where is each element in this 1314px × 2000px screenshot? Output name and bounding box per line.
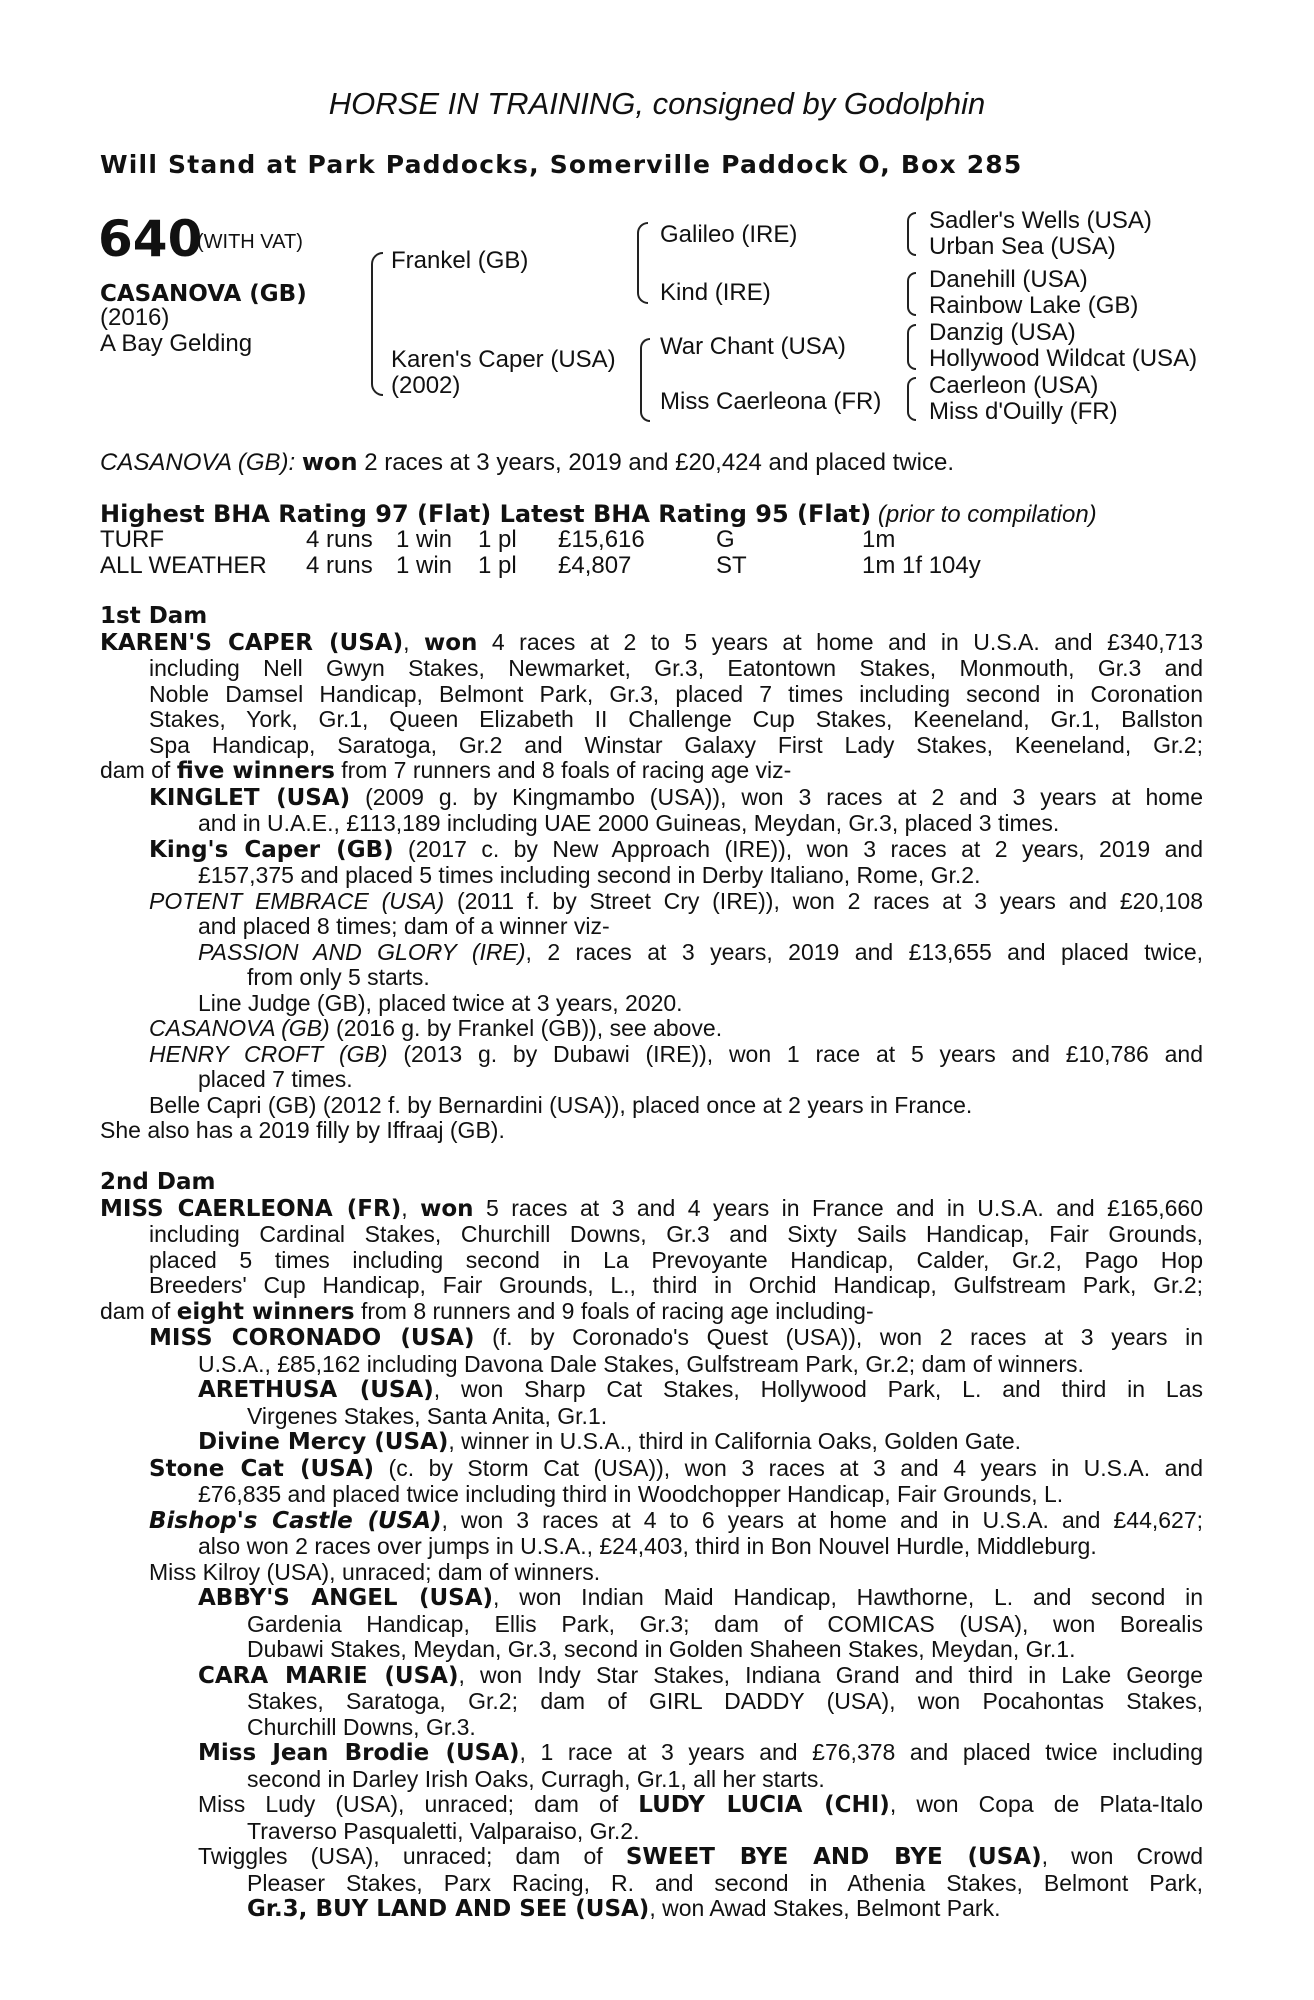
progeny-text: (2011 f. by Street Cry (IRE)), won 2 races at 3 years and £20,108 <box>444 887 1203 914</box>
progeny-name: CARA MARIE (USA) <box>198 1662 459 1689</box>
progeny-text: Pleaser Stakes, Parx Racing, R. and second in Athenia Stakes, Belmont Park, <box>247 1869 1203 1896</box>
progeny-name: BUY LAND AND SEE (USA) <box>315 1896 650 1922</box>
progeny-entry <box>100 1740 1203 1767</box>
rating-placed: 1 pl <box>478 526 517 553</box>
progeny-entry <box>100 837 1203 864</box>
first-dam-section <box>100 604 1203 1144</box>
progeny-name: King's Caper (GB) <box>149 836 394 863</box>
rating-surface: ALL WEATHER <box>100 552 267 579</box>
rating-prize: £4,807 <box>558 552 632 579</box>
progeny-entry: Miss Kilroy (USA), unraced; dam of winners. <box>149 1558 601 1585</box>
progeny-entry <box>100 1663 1203 1690</box>
pedigree-g5: Danzig (USA) <box>929 319 1076 346</box>
pedigree-dam-year: (2002) <box>391 372 461 399</box>
rating-runs: 4 runs <box>306 552 373 579</box>
progeny-text: U.S.A., £85,162 including Davona Dale Stakes, Gulfstream Park, Gr.2; dam of winners. <box>198 1350 1084 1377</box>
pedigree-g6: Hollywood Wildcat (USA) <box>929 345 1198 372</box>
produce-text: from 7 runners and 8 foals of racing age viz- <box>334 757 792 783</box>
progeny-text: , won Copa de Plata-Italo <box>889 1791 1203 1817</box>
progeny-text: , won Awad Stakes, Belmont Park. <box>649 1895 1001 1921</box>
pedigree-brace <box>640 338 650 422</box>
progeny-name: PASSION AND GLORY (IRE) <box>198 938 526 965</box>
first-dam-heading: 1st Dam <box>100 603 208 629</box>
progeny-text: , won Sharp Cat Stakes, Hollywood Park, L. and third in Las <box>433 1376 1203 1402</box>
pedigree-g3: Danehill (USA) <box>929 266 1088 293</box>
progeny-text: Traverso Pasqualetti, Valparaiso, Gr.2. <box>247 1817 640 1844</box>
progeny-text: (f. by Coronado's Quest (USA)), won 2 races at 3 years in <box>474 1324 1203 1350</box>
progeny-name: CASANOVA (GB) <box>149 1015 330 1041</box>
rating-prize: £15,616 <box>558 526 645 553</box>
pedigree-g2: Urban Sea (USA) <box>929 233 1116 260</box>
progeny-text: (2013 g. by Dubawi (IRE)), won 1 race at 5 years and £10,786 and <box>387 1040 1203 1067</box>
catalogue-header: HORSE IN TRAINING, consigned by Godolphin <box>328 86 986 121</box>
produce-note: She also has a 2019 filly by Iffraaj (GB). <box>100 1117 505 1143</box>
progeny-text: also won 2 races over jumps in U.S.A., £24,403, third in Bon Nouvel Hurdle, Middleburg. <box>198 1533 1097 1559</box>
progeny-entry <box>100 1844 1203 1871</box>
rating-going: G <box>716 526 735 553</box>
progeny-text: Virgenes Stakes, Santa Anita, Gr.1. <box>247 1402 608 1429</box>
progeny-name: KINGLET (USA) <box>149 784 351 811</box>
progeny-text: £76,835 and placed twice including third in Woodchopper Handicap, Fair Grounds, L. <box>198 1481 1064 1507</box>
progeny-text: £157,375 and placed 5 times including second in Derby Italiano, Rome, Gr.2. <box>198 862 981 888</box>
first-dam-name: KAREN'S CAPER (USA) <box>100 629 404 656</box>
progeny-name: MISS CORONADO (USA) <box>149 1325 475 1351</box>
progeny-name: Stone Cat (USA) <box>149 1455 375 1482</box>
rating-heading: Highest BHA Rating 97 (Flat) Latest BHA Rating 95 (Flat) <box>100 500 872 528</box>
produce-text: dam of <box>100 757 177 783</box>
progeny-text: Miss Ludy (USA), unraced; dam of <box>198 1791 639 1817</box>
progeny-text: Gardenia Handicap, Ellis Park, Gr.3; dam of COMICAS (USA), won Borealis <box>247 1610 1203 1637</box>
first-dam-line: Stakes, York, Gr.1, Queen Elizabeth II Challenge Cup Stakes, Keeneland, Gr.1, Ballston <box>149 706 1203 732</box>
first-dam-line: Noble Damsel Handicap, Belmont Park, Gr.3, placed 7 times including second in Coronation <box>149 680 1203 707</box>
rating-distance: 1m 1f 104y <box>862 552 981 579</box>
progeny-name: LUDY LUCIA (CHI) <box>638 1792 890 1818</box>
pedigree-dam: Karen's Caper (USA) <box>391 346 616 373</box>
pedigree-brace <box>907 377 916 421</box>
rating-wins: 1 win <box>396 552 453 579</box>
progeny-name: Bishop's Castle (USA) <box>149 1507 442 1534</box>
progeny-entry <box>100 1042 1203 1068</box>
pedigree-g7: Caerleon (USA) <box>929 372 1099 399</box>
rating-runs: 4 runs <box>306 526 373 553</box>
race-summary <box>100 448 954 477</box>
first-dam-line: KAREN'S CAPER (USA), won 4 races at 2 to 5 years at home and in U.S.A. and £340,713 <box>100 628 1203 656</box>
progeny-text: (2009 g. by Kingmambo (USA)), won 3 races at 2 and 3 years at home <box>350 783 1203 810</box>
produce-winners: eight winners <box>176 1298 355 1325</box>
pedigree-sire: Frankel (GB) <box>391 247 529 274</box>
progeny-name: ABBY'S ANGEL (USA) <box>198 1585 494 1611</box>
second-dam-heading: 2nd Dam <box>100 1169 216 1195</box>
second-dam-line: MISS CAERLEONA (FR), won 5 races at 3 and 4 years in France and in U.S.A. and £165,660 <box>100 1194 1204 1222</box>
progeny-entry: Belle Capri (GB) (2012 f. by Bernardini (USA)), placed once at 2 years in France. <box>149 1091 973 1118</box>
rating-surface: TURF <box>100 526 164 553</box>
lot-number: 640 <box>98 210 203 268</box>
pedigree-brace <box>907 324 916 370</box>
progeny-entry <box>100 1325 1203 1352</box>
pedigree-brace <box>637 222 648 304</box>
rating-note: (prior to compilation) <box>877 501 1097 528</box>
progeny-text: second in Darley Irish Oaks, Curragh, Gr.1, all her starts. <box>247 1765 825 1792</box>
progeny-entry <box>100 889 1203 915</box>
progeny-text: from only 5 starts. <box>247 964 430 990</box>
progeny-grade: Gr.3, <box>247 1896 316 1922</box>
rating-wins: 1 win <box>396 526 453 553</box>
first-dam-won: won <box>423 629 478 656</box>
progeny-text: placed 7 times. <box>198 1066 353 1092</box>
produce-text: from 8 runners and 9 foals of racing age including- <box>354 1297 874 1324</box>
summary-won: won <box>301 448 358 476</box>
progeny-text: , won Indy Star Stakes, Indiana Grand and third in Lake George <box>458 1661 1203 1688</box>
rating-placed: 1 pl <box>478 552 517 579</box>
produce-winners: five winners <box>176 758 335 784</box>
pedigree-brace <box>907 272 916 316</box>
rating-heading-line <box>100 500 1097 529</box>
progeny-text: , won Indian Maid Handicap, Hawthorne, L. and second in <box>493 1584 1203 1610</box>
progeny-name: POTENT EMBRACE (USA) <box>149 887 445 914</box>
summary-horse-name: CASANOVA (GB): <box>100 449 296 476</box>
progeny-entry <box>100 1429 1203 1456</box>
rating-distance: 1m <box>862 526 896 553</box>
horse-description: A Bay Gelding <box>100 330 253 357</box>
first-dam-produce-line <box>100 758 1203 785</box>
progeny-name: SWEET BYE AND BYE (USA) <box>625 1844 1042 1870</box>
first-dam-text: 4 races at 2 to 5 years at home and in U.S.A. and £340,713 <box>477 628 1203 655</box>
progeny-text: (2016 g. by Frankel (GB)), see above. <box>329 1015 723 1041</box>
progeny-entry <box>100 1585 1203 1612</box>
second-dam-won: won <box>420 1195 474 1222</box>
pedigree-g1: Sadler's Wells (USA) <box>929 207 1152 234</box>
progeny-name: HENRY CROFT (GB) <box>149 1040 388 1067</box>
progeny-name: ARETHUSA (USA) <box>198 1377 434 1403</box>
stand-location: Will Stand at Park Paddocks, Somerville Paddock O, Box 285 <box>100 150 1023 179</box>
progeny-text: Churchill Downs, Gr.3. <box>247 1713 476 1740</box>
progeny-text: , 1 race at 3 years and £76,378 and placed twice including <box>519 1739 1203 1765</box>
second-dam-produce-line <box>100 1299 1203 1326</box>
pedigree-sire-sire: Galileo (IRE) <box>660 221 798 248</box>
second-dam-line: Breeders' Cup Handicap, Fair Grounds, L., third in Orchid Handicap, Gulfstream Park, Gr.2; <box>149 1272 1203 1298</box>
first-dam-line: Spa Handicap, Saratoga, Gr.2 and Winstar Galaxy First Lady Stakes, Keeneland, Gr.2; <box>149 731 1203 758</box>
progeny-entry <box>100 1377 1203 1404</box>
progeny-text: Twiggles (USA), unraced; dam of <box>198 1843 626 1869</box>
summary-text: 2 races at 3 years, 2019 and £20,424 and placed twice. <box>357 449 954 476</box>
progeny-entry <box>100 785 1203 812</box>
progeny-text: , won 3 races at 4 to 6 years at home and in U.S.A. and £44,627; <box>441 1506 1204 1533</box>
pedigree-brace <box>907 212 916 256</box>
second-dam-line: including Cardinal Stakes, Churchill Downs, Gr.3 and Sixty Sails Handicap, Fair Grounds, <box>149 1221 1203 1247</box>
progeny-entry <box>100 1792 1203 1819</box>
pedigree-brace <box>371 252 383 396</box>
progeny-entry: Line Judge (GB), placed twice at 3 years, 2020. <box>198 989 683 1016</box>
progeny-entry <box>100 940 1203 966</box>
progeny-text: (2017 c. by New Approach (IRE)), won 3 races at 2 years, 2019 and <box>393 835 1204 862</box>
pedigree-dam-sire: War Chant (USA) <box>660 333 846 360</box>
progeny-text: (c. by Storm Cat (USA)), won 3 races at 3 and 4 years in U.S.A. and <box>374 1454 1203 1481</box>
pedigree-g8: Miss d'Ouilly (FR) <box>929 398 1118 425</box>
pedigree-sire-dam: Kind (IRE) <box>660 279 771 306</box>
progeny-entry <box>100 1508 1203 1535</box>
second-dam-text: 5 races at 3 and 4 years in France and in U.S.A. and £165,660 <box>473 1194 1204 1221</box>
progeny-text: and in U.A.E., £113,189 including UAE 2000 Guineas, Meydan, Gr.3, placed 3 times. <box>198 810 1060 836</box>
progeny-text: Stakes, Saratoga, Gr.2; dam of GIRL DADDY (USA), won Pocahontas Stakes, <box>247 1688 1203 1714</box>
pedigree-g4: Rainbow Lake (GB) <box>929 292 1139 319</box>
second-dam-line: placed 5 times including second in La Prevoyante Handicap, Calder, Gr.2, Pago Hop <box>149 1246 1203 1273</box>
horse-name: CASANOVA (GB) <box>100 281 307 307</box>
progeny-text <box>100 1896 1203 1923</box>
second-dam-name: MISS CAERLEONA (FR) <box>100 1195 402 1222</box>
pedigree-dam-dam: Miss Caerleona (FR) <box>660 388 882 415</box>
first-dam-line: including Nell Gwyn Stakes, Newmarket, Gr.3, Eatontown Stakes, Monmouth, Gr.3 and <box>149 655 1203 681</box>
rating-going: ST <box>716 552 747 579</box>
progeny-text: , 2 races at 3 years, 2019 and £13,655 and placed twice, <box>525 938 1203 965</box>
horse-year: (2016) <box>100 304 170 331</box>
progeny-text: and placed 8 times; dam of a winner viz- <box>198 913 610 939</box>
progeny-entry <box>100 1456 1203 1483</box>
lot-vat-note: (WITH VAT) <box>197 231 303 253</box>
progeny-text: , won Crowd <box>1041 1843 1204 1869</box>
progeny-name: Divine Mercy (USA) <box>198 1429 449 1455</box>
produce-text: dam of <box>100 1297 177 1324</box>
progeny-name: Miss Jean Brodie (USA) <box>198 1740 520 1766</box>
progeny-text: Dubawi Stakes, Meydan, Gr.3, second in Golden Shaheen Stakes, Meydan, Gr.1. <box>247 1636 1076 1662</box>
progeny-text: , winner in U.S.A., third in California Oaks, Golden Gate. <box>448 1428 1022 1454</box>
progeny-entry <box>100 1016 1203 1042</box>
second-dam-section <box>100 1170 1203 1923</box>
